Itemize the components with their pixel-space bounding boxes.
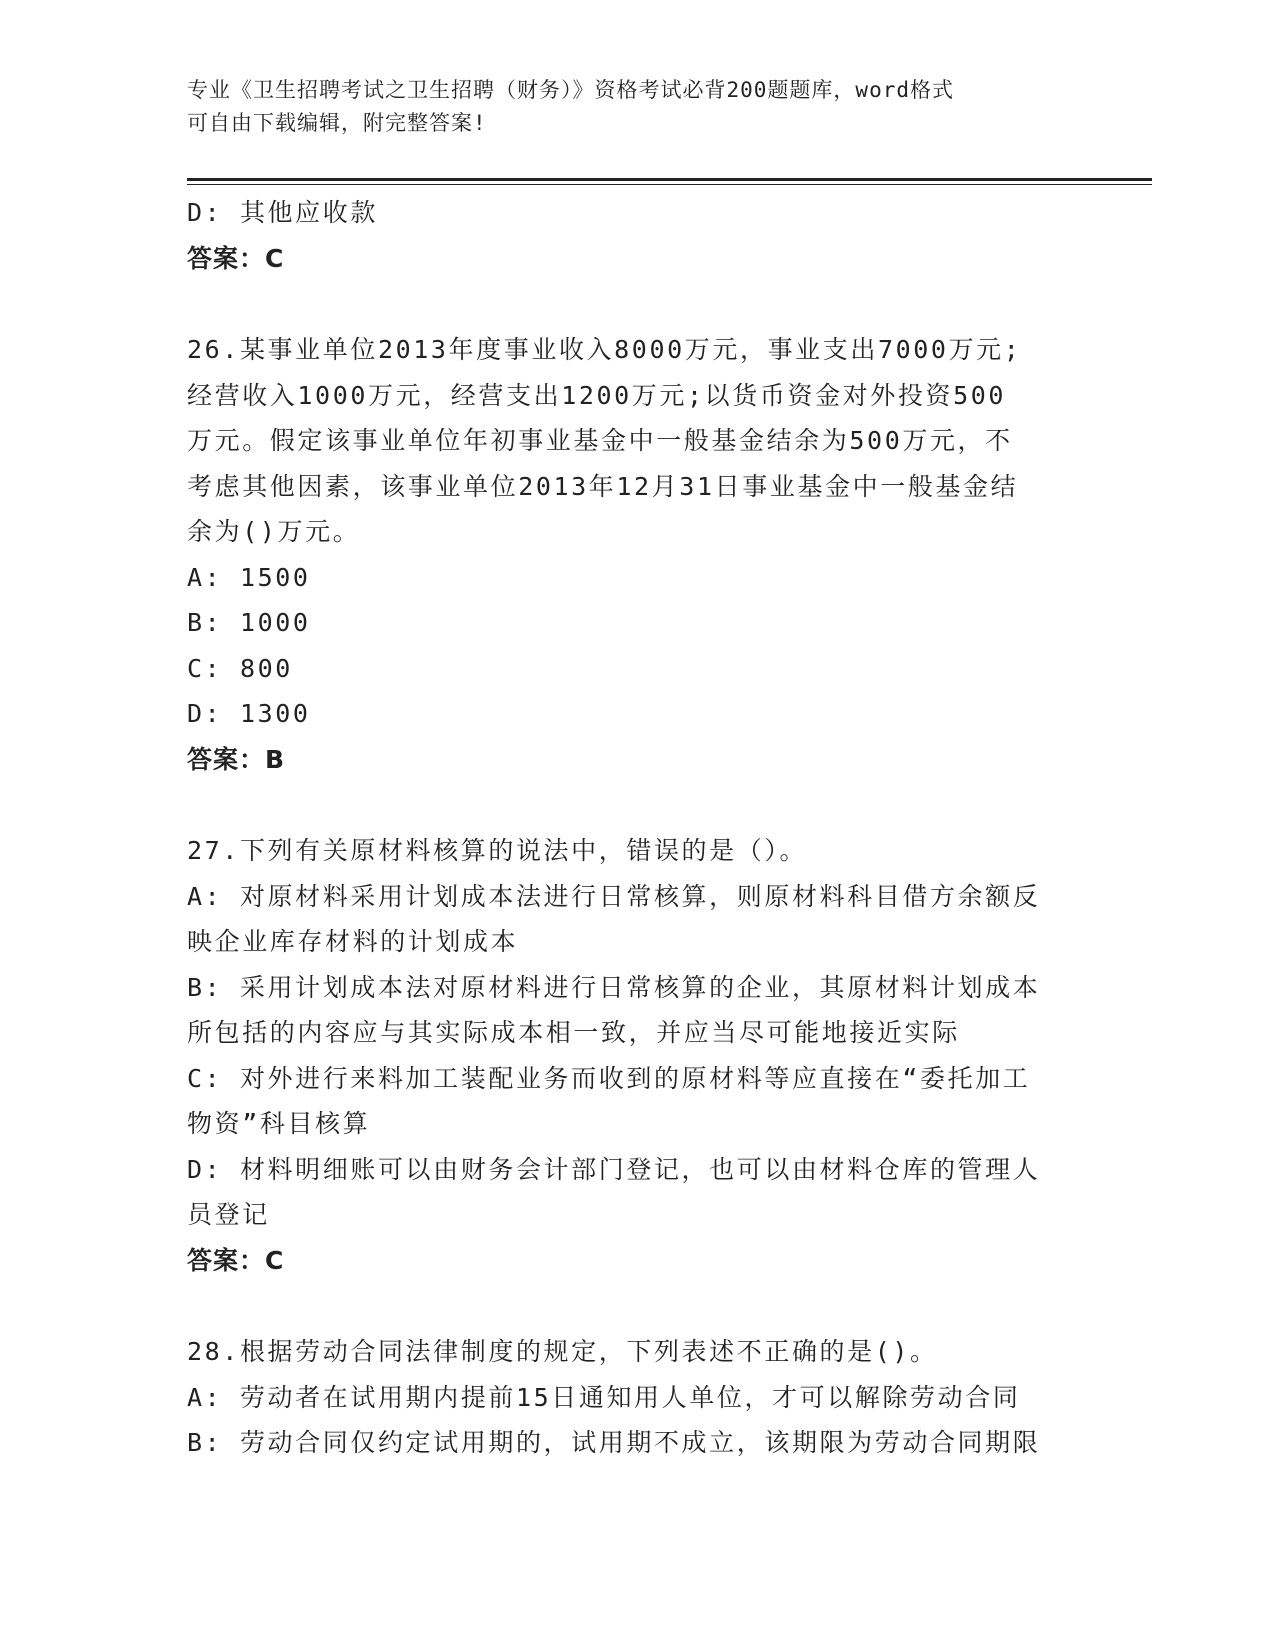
page-header	[187, 74, 1067, 140]
question-stem-line: 万元。假定该事业单位年初事业基金中一般基金结余为500万元，不	[187, 426, 1013, 455]
option-d-cont: 员登记	[187, 1200, 270, 1229]
option-d: D: 材料明细账可以由财务会计部门登记，也可以由材料仓库的管理人	[187, 1154, 1041, 1184]
spacer	[187, 281, 1087, 327]
option-b: B: 采用计划成本法对原材料进行日常核算的企业，其原材料计划成本	[187, 972, 1041, 1002]
option-b: B: 1000	[187, 608, 311, 637]
question-content	[187, 190, 1087, 1466]
option-d: D: 1300	[187, 699, 311, 728]
option-c: C: 800	[187, 653, 293, 683]
question-28	[187, 1329, 1087, 1466]
question-stem-line: 28.根据劳动合同法律制度的规定，下列表述不正确的是()。	[187, 1337, 938, 1366]
answer: 答案：B	[187, 744, 286, 774]
option-d: D: 其他应收款	[187, 198, 378, 227]
option-b-cont: 所包括的内容应与其实际成本相一致，并应当尽可能地接近实际	[187, 1018, 960, 1047]
question-stem-line: 27.下列有关原材料核算的说法中，错误的是（）。	[187, 836, 808, 865]
answer: 答案：C	[187, 243, 285, 273]
question-26	[187, 327, 1087, 782]
header-title-line-1: 专业《卫生招聘考试之卫生招聘（财务）》资格考试必背200题题库，word格式	[187, 78, 954, 102]
option-a: A: 劳动者在试用期内提前15日通知用人单位，才可以解除劳动合同	[187, 1382, 1021, 1412]
header-title-line-2: 可自由下载编辑，附完整答案!	[187, 111, 487, 135]
question-27	[187, 828, 1087, 1283]
option-a: A: 对原材料采用计划成本法进行日常核算，则原材料科目借方余额反	[187, 881, 1041, 911]
option-a: A: 1500	[187, 562, 311, 592]
question-stem-line: 经营收入1000万元，经营支出1200万元;以货币资金对外投资500	[187, 380, 1007, 410]
option-c: C: 对外进行来料加工装配业务而收到的原材料等应直接在“委托加工	[187, 1063, 1031, 1093]
spacer	[187, 782, 1087, 828]
answer: 答案：C	[187, 1245, 285, 1275]
header-divider-thin	[187, 184, 1152, 185]
option-b: B: 劳动合同仅约定试用期的，试用期不成立，该期限为劳动合同期限	[187, 1428, 1041, 1457]
option-c-cont: 物资”科目核算	[187, 1109, 371, 1138]
header-divider-thick	[187, 178, 1152, 181]
question-stem-line: 余为()万元。	[187, 517, 361, 546]
question-stem-line: 26.某事业单位2013年度事业收入8000万元，事业支出7000万元;	[187, 335, 1022, 364]
option-a-cont: 映企业库存材料的计划成本	[187, 927, 519, 956]
spacer	[187, 1283, 1087, 1329]
question-stem-line: 考虑其他因素，该事业单位2013年12月31日事业基金中一般基金结	[187, 471, 1019, 501]
